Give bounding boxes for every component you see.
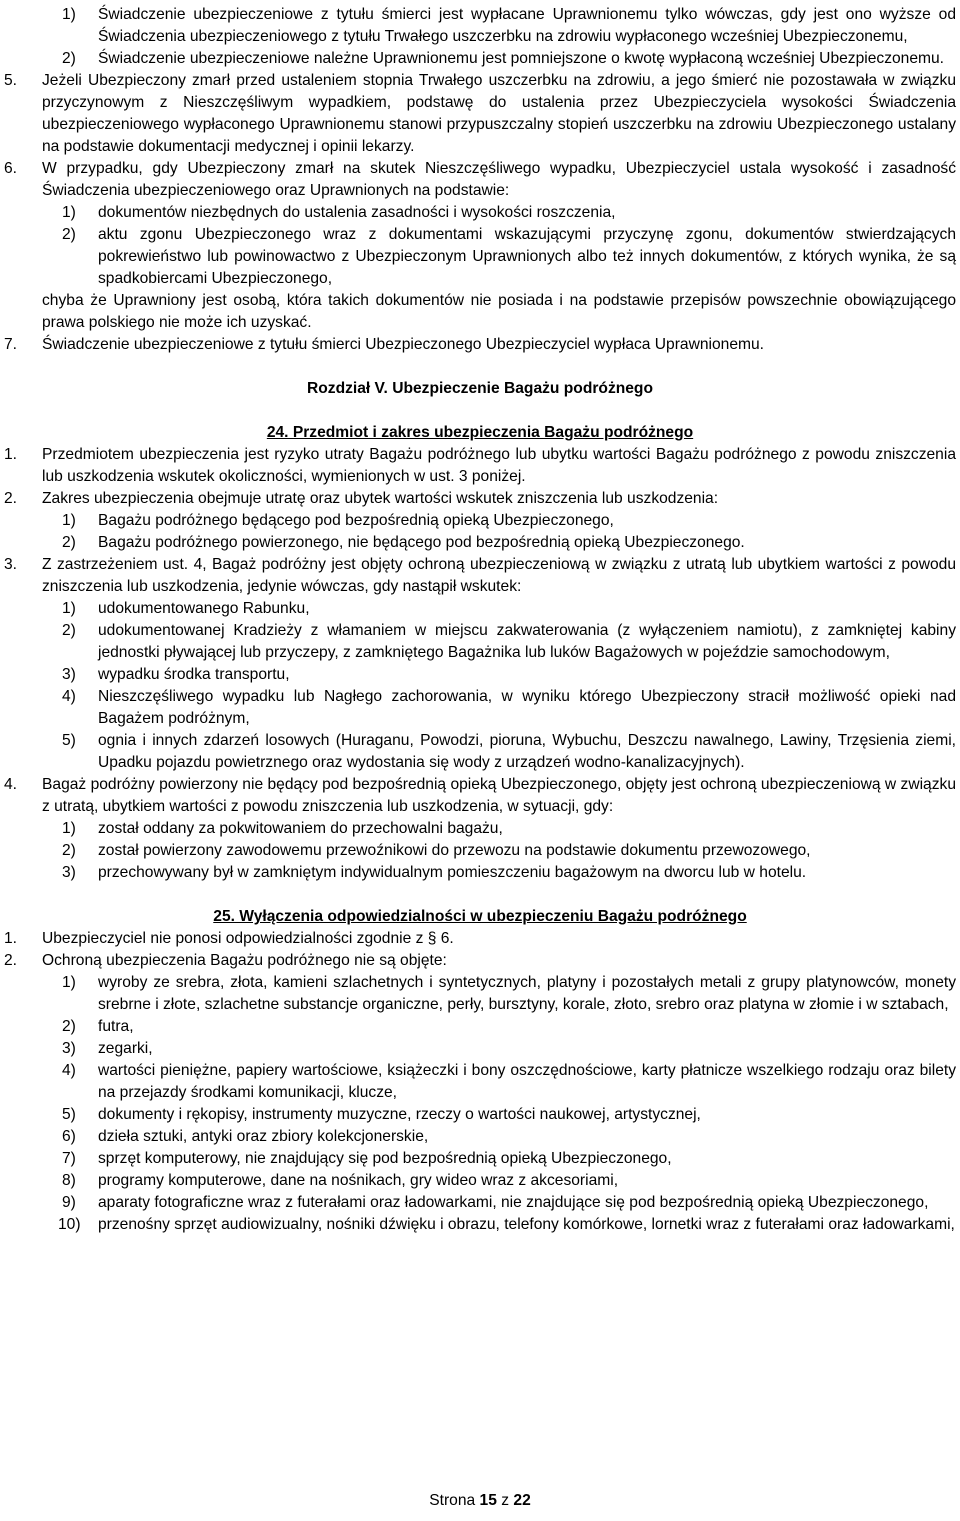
list-item <box>62 664 960 686</box>
list-number: 2) <box>62 534 76 551</box>
paragraph-6 <box>4 158 960 202</box>
section-24-paragraph-1 <box>4 444 960 488</box>
list-number: 2) <box>62 1018 76 1035</box>
paragraph-text: W przypadku, gdy Ubezpieczony zmarł na skutek Nieszczęśliwego wypadku, Ubezpieczyciel ustala wysokość i zasadność Świadczenia ubezpieczeniowego oraz Uprawnionych na podstawie: <box>42 160 956 199</box>
list-item <box>62 972 960 1016</box>
list-item <box>62 4 960 48</box>
paragraph-text: Bagaż podróżny powierzony nie będący pod bezpośrednią opieką Ubezpieczonego, objęty jest ochroną ubezpieczeniową w związku z utratą, ubytkiem wartości z powodu zniszczenia lub uszkodzenia, w sytuacji, gdy: <box>42 776 956 815</box>
section-24-paragraph-4 <box>4 774 960 818</box>
list-number: 4) <box>62 688 76 705</box>
list-item <box>62 1170 960 1192</box>
list-text: Świadczenie ubezpieczeniowe należne Uprawnionemu jest pomniejszone o kwotę wypłaconą wcześniej Ubezpieczonemu. <box>98 50 944 67</box>
list-item <box>62 48 960 70</box>
paragraph-text: Jeżeli Ubezpieczony zmarł przed ustaleniem stopnia Trwałego uszczerbku na zdrowiu, a jego śmierć nie pozostawała w związku przyczynowym z Nieszczęśliwym wypadkiem, podstawę do ustalenia przez Ubezpieczyciela wysokości Świadczenia ubezpieczeniowego wypłaconego Uprawnionemu stanowi przypuszczalny stopień uszczerbku na zdrowiu Ubezpieczonego ustalany na podstawie dokumentacji medycznej i opinii lekarzy. <box>42 72 956 155</box>
list-text: został oddany za pokwitowaniem do przechowalni bagażu, <box>98 820 503 837</box>
list-number: 5) <box>62 732 76 749</box>
list-number: 1) <box>62 204 76 221</box>
list-item <box>62 620 960 664</box>
list-text: Świadczenie ubezpieczeniowe z tytułu śmierci jest wypłacane Uprawnionemu tylko wówczas, gdy jest ono wyższe od Świadczenia ubezpieczeniowego z tytułu Trwałego uszczerbku na zdrowiu wypłaconego wcześniej Ubezpieczonemu, <box>98 6 956 45</box>
page-separator: z <box>501 1492 510 1509</box>
paragraph-number: 6. <box>4 160 18 177</box>
list-number: 1) <box>62 820 76 837</box>
list-text: Nieszczęśliwego wypadku lub Nagłego zachorowania, w wyniku którego Ubezpieczony stracił możliwość opieki nad Bagażem podróżnym, <box>98 688 956 727</box>
paragraph-5 <box>4 70 960 158</box>
section-24-title: 24. Przedmiot i zakres ubezpieczenia Bagażu podróżnego <box>266 424 694 441</box>
list-number: 1) <box>62 6 76 23</box>
list-number: 3) <box>62 666 76 683</box>
paragraph-text: Przedmiotem ubezpieczenia jest ryzyko utraty Bagażu podróżnego lub ubytku wartości Bagażu podróżnego z powodu zniszczenia lub uszkodzenia wskutek okoliczności, wymienionych w ust. 3 poniżej. <box>42 446 956 485</box>
list-text: wyroby ze srebra, złota, kamieni szlachetnych i syntetycznych, platyny i pozostałych metali z grupy platynowców, monety srebrne i złote, szlachetne substancje organiczne, perły, bursztyny, korale, złoto, srebro oraz platyna w złomie i w sztabach, <box>98 974 956 1013</box>
list-number: 6) <box>62 1128 76 1145</box>
list-item <box>62 730 960 774</box>
list-item <box>62 598 960 620</box>
list-item <box>62 532 960 554</box>
list-text: został powierzony zawodowemu przewoźnikowi do przewozu na podstawie dokumentu przewozowego, <box>98 842 811 859</box>
paragraph-number: 1. <box>4 930 18 947</box>
paragraph-7 <box>4 334 960 356</box>
paragraph-number: 2. <box>4 952 18 969</box>
list-text: udokumentowanego Rabunku, <box>98 600 310 617</box>
list-text: dokumenty i rękopisy, instrumenty muzyczne, rzeczy o wartości naukowej, artystycznej, <box>98 1106 701 1123</box>
chapter-title: Rozdział V. Ubezpieczenie Bagażu podróżnego <box>306 380 653 397</box>
list-item <box>62 686 960 730</box>
list-item <box>62 1192 960 1214</box>
total-pages-number: 22 <box>513 1492 531 1509</box>
list-number: 2) <box>62 226 76 243</box>
list-number: 7) <box>62 1150 76 1167</box>
list-item <box>62 1148 960 1170</box>
list-number: 2) <box>62 50 76 67</box>
list-number: 1) <box>62 974 76 991</box>
section-25-paragraph-1 <box>4 928 960 950</box>
list-number: 10) <box>58 1216 81 1233</box>
list-text: futra, <box>98 1018 134 1035</box>
paragraph-number: 3. <box>4 556 18 573</box>
paragraph-6-tail: chyba że Uprawniony jest osobą, która takich dokumentów nie posiada i na podstawie przepisów powszechnie obowiązującego prawa polskiego nie może ich uzyskać. <box>42 292 956 331</box>
paragraph-text: Ochroną ubezpieczenia Bagażu podróżnego nie są objęte: <box>42 952 447 969</box>
list-text: przechowywany był w zamkniętym indywidualnym pomieszczeniu bagażowym na dworcu lub w hotelu. <box>98 864 807 881</box>
list-item <box>62 510 960 532</box>
list-number: 9) <box>62 1194 76 1211</box>
list-text: udokumentowanej Kradzieży z włamaniem w miejscu zakwaterowania (z wyłączeniem namiotu), z zamkniętej kabiny jednostki pływającej lub przyczepy, z zamkniętego Bagażnika lub luków Bagażowych w pojeździe samochodowym, <box>98 622 956 661</box>
paragraph-number: 1. <box>4 446 18 463</box>
list-item <box>58 1214 960 1236</box>
list-text: zegarki, <box>98 1040 153 1057</box>
list-text: dokumentów niezbędnych do ustalenia zasadności i wysokości roszczenia, <box>98 204 616 221</box>
list-text: sprzęt komputerowy, nie znajdujący się pod bezpośrednią opieką Ubezpieczonego, <box>98 1150 672 1167</box>
list-item <box>62 1104 960 1126</box>
section-24-paragraph-3 <box>4 554 960 598</box>
list-text: przenośny sprzęt audiowizualny, nośniki dźwięku i obrazu, telefony komórkowe, lornetki wraz z futerałami oraz ładowarkami, <box>98 1216 955 1233</box>
page-footer <box>0 1490 960 1512</box>
list-number: 4) <box>62 1062 76 1079</box>
list-text: dzieła sztuki, antyki oraz zbiory kolekcjonerskie, <box>98 1128 429 1145</box>
list-item <box>62 1060 960 1104</box>
list-number: 3) <box>62 1040 76 1057</box>
section-25-paragraph-2 <box>4 950 960 972</box>
paragraph-number: 5. <box>4 72 18 89</box>
paragraph-text: Z zastrzeżeniem ust. 4, Bagaż podróżny jest objęty ochroną ubezpieczeniową w związku z utratą lub ubytkiem wartości z powodu zniszczenia lub uszkodzenia, jedynie wówczas, gdy nastąpił wskutek: <box>42 556 956 595</box>
list-number: 3) <box>62 864 76 881</box>
section-25-title: 25. Wyłączenia odpowiedzialności w ubezpieczeniu Bagażu podróżnego <box>213 908 747 925</box>
list-item <box>62 1126 960 1148</box>
paragraph-text: Ubezpieczyciel nie ponosi odpowiedzialności zgodnie z § 6. <box>42 930 454 947</box>
paragraph-text: Świadczenie ubezpieczeniowe z tytułu śmierci Ubezpieczonego Ubezpieczyciel wypłaca Uprawnionemu. <box>42 336 765 353</box>
section-24-paragraph-2 <box>4 488 960 510</box>
list-text: Bagażu podróżnego powierzonego, nie będącego pod bezpośrednią opieką Ubezpieczonego. <box>98 534 745 551</box>
list-item <box>62 202 960 224</box>
list-text: ognia i innych zdarzeń losowych (Huraganu, Powodzi, pioruna, Wybuchu, Deszczu nawalnego, Lawiny, Trzęsienia ziemi, Upadku pojazdu powietrznego oraz wydostania się wody z urządzeń wodno-kanalizacyjnych). <box>98 732 956 771</box>
list-item <box>62 1038 960 1060</box>
list-item <box>62 1016 960 1038</box>
list-number: 1) <box>62 512 76 529</box>
list-text: programy komputerowe, dane na nośnikach, gry wideo wraz z akcesoriami, <box>98 1172 619 1189</box>
list-text: wartości pieniężne, papiery wartościowe, książeczki i bony oszczędnościowe, karty płatnicze wszelkiego rodzaju oraz bilety na przejazdy środkami komunikacji, klucze, <box>98 1062 956 1101</box>
list-item <box>62 840 960 862</box>
page-label: Strona <box>429 1492 476 1509</box>
list-text: aparaty fotograficzne wraz z futerałami oraz ładowarkami, nie znajdujące się pod bezpośrednią opieką Ubezpieczonego, <box>98 1194 929 1211</box>
list-number: 8) <box>62 1172 76 1189</box>
paragraph-number: 4. <box>4 776 18 793</box>
list-item <box>62 862 960 884</box>
list-text: wypadku środka transportu, <box>98 666 290 683</box>
list-number: 1) <box>62 600 76 617</box>
list-item <box>62 818 960 840</box>
paragraph-number: 7. <box>4 336 18 353</box>
list-number: 2) <box>62 622 76 639</box>
list-text: Bagażu podróżnego będącego pod bezpośrednią opieką Ubezpieczonego, <box>98 512 614 529</box>
paragraph-number: 2. <box>4 490 18 507</box>
list-item <box>62 224 960 290</box>
paragraph-text: Zakres ubezpieczenia obejmuje utratę oraz ubytek wartości wskutek zniszczenia lub uszkodzenia: <box>42 490 719 507</box>
list-number: 5) <box>62 1106 76 1123</box>
current-page-number: 15 <box>479 1492 497 1509</box>
list-text: aktu zgonu Ubezpieczonego wraz z dokumentami wskazującymi przyczynę zgonu, dokumentów stwierdzających pokrewieństwo lub powinowactwo z Ubezpieczonym Uprawnionych albo też innych dokumentów, z których wynika, że są spadkobiercami Ubezpieczonego, <box>98 226 956 287</box>
list-number: 2) <box>62 842 76 859</box>
